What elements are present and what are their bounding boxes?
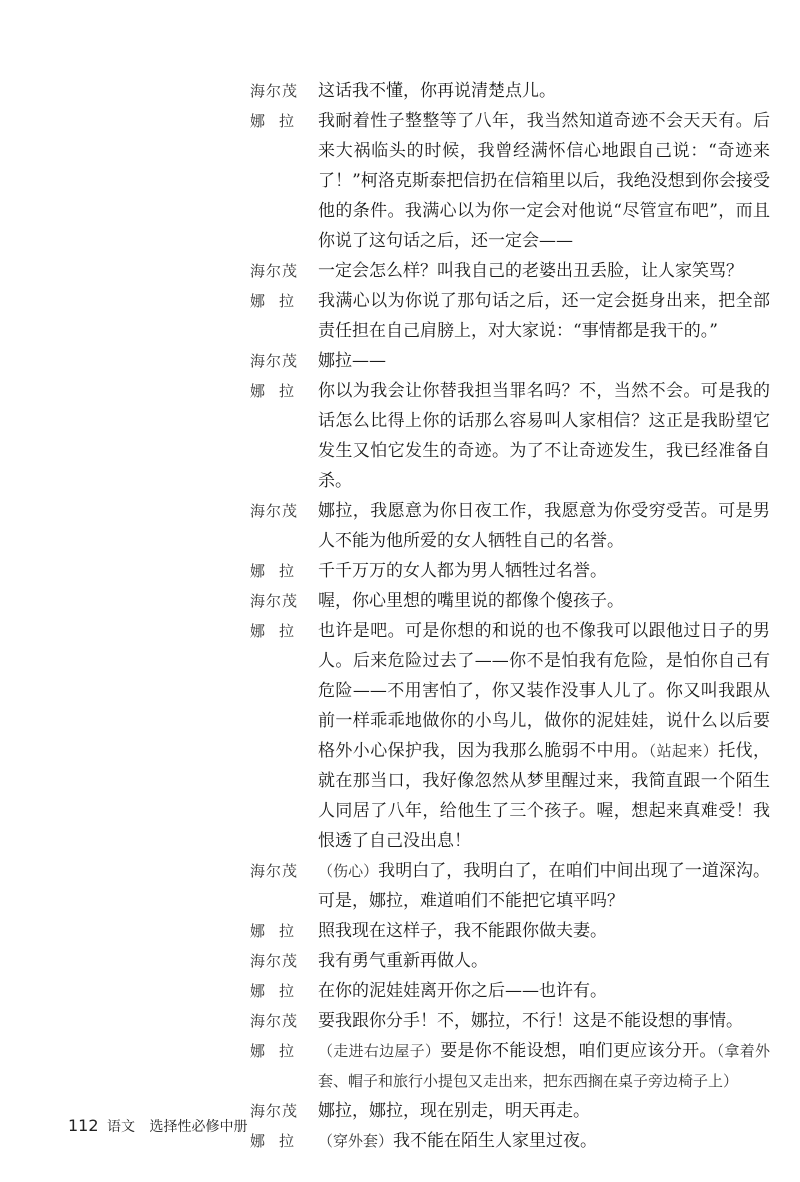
spoken-text: 娜拉，我愿意为你日夜工作，我愿意为你受穷受苦。可是男人不能为他所爱的女人牺牲自己的名誉。 xyxy=(318,501,770,551)
dialogue-text xyxy=(318,1096,770,1126)
dialogue-line xyxy=(250,616,770,856)
dialogue-text xyxy=(318,496,770,556)
speaker-name: 娜拉 xyxy=(250,562,309,580)
dialogue-line xyxy=(250,976,770,1006)
dialogue-line xyxy=(250,496,770,556)
speaker-name: 海尔茂 xyxy=(250,352,299,370)
dialogue-line xyxy=(250,586,770,616)
spoken-text: 在你的泥娃娃离开你之后——也许有。 xyxy=(318,981,607,1001)
dialogue-line xyxy=(250,346,770,376)
spoken-text: 托伐，就在那当口，我好像忽然从梦里醒过来，我简直跟一个陌生人同居了八年，给他生了三个孩子。喔，想起来真难受！我恨透了自己没出息！ xyxy=(318,741,771,851)
spoken-text: 千千万万的女人都为男人牺牲过名誉。 xyxy=(318,561,607,581)
speaker-name: 海尔茂 xyxy=(250,952,299,970)
speaker-name: 娜拉 xyxy=(250,922,309,940)
speaker-name: 娜拉 xyxy=(250,982,309,1000)
dialogue-text xyxy=(318,976,770,1006)
speaker-name: 海尔茂 xyxy=(250,82,299,100)
spoken-text: 照我现在这样子，我不能跟你做夫妻。 xyxy=(318,921,607,941)
stage-direction: （站起来） xyxy=(648,742,719,760)
dialogue-line xyxy=(250,916,770,946)
dialogue-text xyxy=(318,76,770,106)
dialogue-text xyxy=(318,106,770,256)
dialogue-line xyxy=(250,1096,770,1126)
speaker-name: 海尔茂 xyxy=(250,1012,299,1030)
dialogue-text xyxy=(318,346,770,376)
dialogue-text xyxy=(318,1036,770,1096)
dialogue-text xyxy=(318,286,770,346)
speaker-name: 娜拉 xyxy=(250,1042,309,1060)
speaker-name: 娜拉 xyxy=(250,112,309,130)
book-volume: 选择性必修中册 xyxy=(149,1119,248,1135)
spoken-text: 喔，你心里想的嘴里说的都像个傻孩子。 xyxy=(318,591,624,611)
spoken-text: 这话我不懂，你再说清楚点儿。 xyxy=(318,81,556,101)
dialogue-line xyxy=(250,946,770,976)
spoken-text: 娜拉，娜拉，现在别走，明天再走。 xyxy=(318,1101,590,1121)
speaker-name: 海尔茂 xyxy=(250,262,299,280)
speaker-name: 海尔茂 xyxy=(250,592,299,610)
dialogue-line xyxy=(250,256,770,286)
stage-direction: （伤心） xyxy=(318,862,379,880)
speaker-name: 娜拉 xyxy=(250,622,309,640)
spoken-text: 我耐着性子整整等了八年，我当然知道奇迹不会天天有。后来大祸临头的时候，我曾经满怀信心地跟自己说：“奇迹来了！”柯洛克斯泰把信扔在信箱里以后，我绝没想到你会接受他的条件。我满心以为你一定会对他说“尽管宣布吧”，而且你说了这句话之后，还一定会—— xyxy=(318,111,770,251)
dialogue-text xyxy=(318,256,770,286)
dialogue-text xyxy=(318,946,770,976)
spoken-text: 要是你不能设想，咱们更应该分开。 xyxy=(440,1041,717,1061)
book-subject: 语文 xyxy=(107,1119,135,1135)
dialogue-line xyxy=(250,1126,770,1156)
speaker-name: 海尔茂 xyxy=(250,1102,299,1120)
spoken-text: 你以为我会让你替我担当罪名吗？不，当然不会。可是我的话怎么比得上你的话那么容易叫人家相信？这正是我盼望它发生又怕它发生的奇迹。为了不让奇迹发生，我已经准备自杀。 xyxy=(318,381,770,491)
stage-direction: （走进右边屋子） xyxy=(318,1042,441,1060)
stage-direction: （拿着外套、帽子和旅行小提包又走出来，把东西搁在桌子旁边椅子上） xyxy=(318,1042,770,1090)
speaker-name: 娜拉 xyxy=(250,382,309,400)
page-number: 112 xyxy=(68,1116,99,1135)
spoken-text: 娜拉—— xyxy=(318,351,386,371)
dialogue-line xyxy=(250,286,770,346)
dialogue-line xyxy=(250,556,770,586)
speaker-name: 娜拉 xyxy=(250,1132,309,1150)
dialogue-line xyxy=(250,856,770,916)
spoken-text: 我明白了，我明白了，在咱们中间出现了一道深沟。可是，娜拉，难道咱们不能把它填平吗？ xyxy=(318,861,770,911)
spoken-text: 我满心以为你说了那句话之后，还一定会挺身出来，把全部责任担在自己肩膀上，对大家说：“事情都是我干的。” xyxy=(318,291,770,341)
dialogue-text xyxy=(318,616,770,856)
dialogue-text xyxy=(318,1006,770,1036)
dialogue-text xyxy=(318,556,770,586)
spoken-text: 也许是吧。可是你想的和说的也不像我可以跟他过日子的男人。后来危险过去了——你不是怕我有危险，是怕你自己有危险——不用害怕了，你又装作没事人儿了。你又叫我跟从前一样乖乖地做你的小鸟儿，做你的泥娃娃，说什么以后要格外小心保护我，因为我那么脆弱不中用。 xyxy=(318,621,770,761)
spoken-text: 我有勇气重新再做人。 xyxy=(318,951,488,971)
spoken-text: 要我跟你分手！不，娜拉，不行！这是不能设想的事情。 xyxy=(318,1011,743,1031)
dialogue-line xyxy=(250,1006,770,1036)
page-footer xyxy=(68,1116,247,1136)
dialogue-line xyxy=(250,376,770,496)
dialogue-text xyxy=(318,916,770,946)
speaker-name: 海尔茂 xyxy=(250,862,299,880)
speaker-name: 海尔茂 xyxy=(250,502,299,520)
spoken-text: 我不能在陌生人家里过夜。 xyxy=(393,1131,598,1151)
stage-direction: （穿外套） xyxy=(318,1132,394,1150)
dialogue-line xyxy=(250,76,770,106)
dialogue-line xyxy=(250,1036,770,1096)
spoken-text: 一定会怎么样？叫我自己的老婆出丑丢脸，让人家笑骂？ xyxy=(318,261,743,281)
dialogue-text xyxy=(318,1126,770,1156)
dialogue-line xyxy=(250,106,770,256)
dialogue-text xyxy=(318,376,770,496)
dialogue-script xyxy=(250,76,770,1156)
dialogue-text xyxy=(318,586,770,616)
dialogue-text xyxy=(318,856,770,916)
speaker-name: 娜拉 xyxy=(250,292,309,310)
